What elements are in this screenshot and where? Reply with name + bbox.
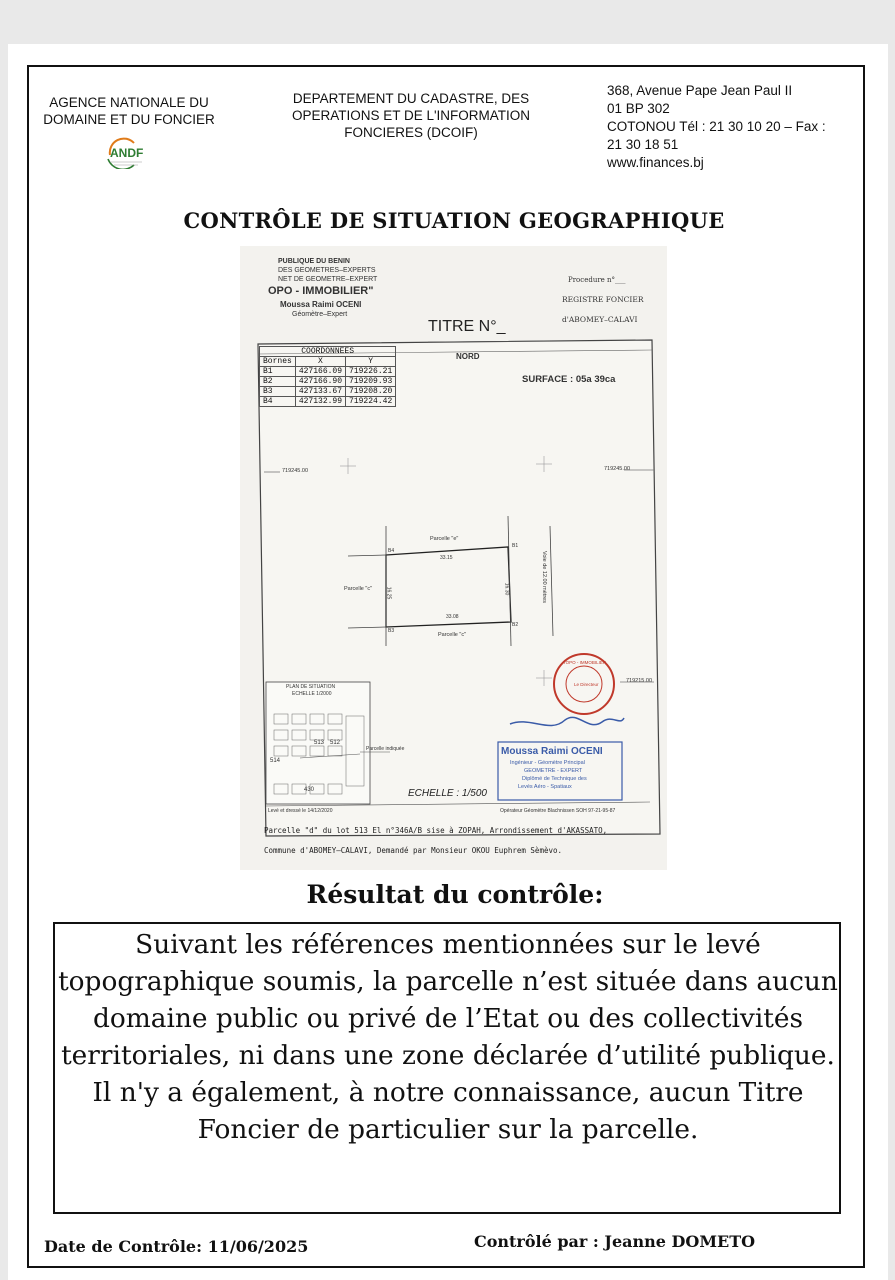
address-block xyxy=(607,82,857,172)
plan-drawing xyxy=(240,246,667,870)
coordinates-table xyxy=(259,346,396,407)
plan-scale: ECHELLE : 1/500 xyxy=(408,788,487,799)
agency-line-2: DOMAINE ET DU FONCIER xyxy=(43,112,215,127)
plan-caption-1: Parcelle "d" du lot 513 El n°346A/B sise à ZOPAH, Arrondissement d'AKASSATO, xyxy=(264,826,608,835)
plan-leve-date: Levé et dressé le 14/12/2020 xyxy=(268,808,333,814)
department-line-1: DEPARTEMENT DU CADASTRE, DES xyxy=(292,91,530,106)
plan-titre: TITRE N°_ xyxy=(428,318,506,335)
document-title: CONTRÔLE DE SITUATION GEOGRAPHIQUE xyxy=(183,208,725,233)
seal-text: TOPO - IMMOBILIER xyxy=(563,660,607,665)
table-row: B3 427133.67 719208.20 xyxy=(260,387,396,397)
grid-label-right: 719245.00 xyxy=(604,466,630,472)
lot-513: 513 xyxy=(314,740,325,746)
situation-scale: ECHELLE 1/2000 xyxy=(292,691,332,697)
address-line-4: 21 30 18 51 xyxy=(607,137,679,152)
plan-ordre: DES GEOMETRES–EXPERTS xyxy=(278,267,376,274)
plan-procedure: Procedure n°___ xyxy=(568,276,626,284)
plan-operator: Opérateur Géomètre Blachnissen SOH 97-21-95-87 xyxy=(500,808,616,814)
borne-b1: B1 xyxy=(512,543,519,549)
voie-label: Voie de 12.00 mètres xyxy=(540,551,547,603)
andf-logo-icon xyxy=(104,137,148,169)
website-link[interactable]: www.finances.bj xyxy=(607,155,704,170)
grid-label-left: 719245.00 xyxy=(282,468,308,474)
stamp-name: Moussa Raimi OCENI xyxy=(501,746,603,757)
agency-name xyxy=(36,94,222,128)
coord-col-x: X xyxy=(295,357,345,367)
dim-left: 16.25 xyxy=(385,586,392,600)
stamp-line-4: Levés Aéro - Spatiaux xyxy=(518,784,572,790)
coord-col-bornes: Bornes xyxy=(260,357,296,367)
table-row: B4 427132.99 719224.42 xyxy=(260,397,396,407)
borne-b3: B3 xyxy=(388,628,395,634)
parcelle-indiquee-label: Parcelle indiquée xyxy=(366,746,405,752)
agency-line-1: AGENCE NATIONALE DU xyxy=(49,95,209,110)
plan-registre-city: d'ABOMEY–CALAVI xyxy=(562,315,638,324)
survey-plan-image xyxy=(240,246,667,870)
plan-firm: OPO - IMMOBILIER" xyxy=(268,285,374,297)
parcelle-bottom-label: Parcelle "c" xyxy=(438,632,467,638)
parcelle-top-label: Parcelle "e" xyxy=(430,536,459,542)
plan-role: Géomètre–Expert xyxy=(292,311,348,318)
stamp-line-2: GEOMETRE - EXPERT xyxy=(524,768,583,774)
lot-430: 430 xyxy=(304,787,315,793)
stamp-line-3: Diplômé de Technique des xyxy=(522,776,587,782)
borne-b2: B2 xyxy=(512,622,519,628)
grid-label-right-2: 719215.00 xyxy=(626,678,652,684)
department-line-2: OPERATIONS ET DE L'INFORMATION xyxy=(291,108,531,123)
plan-registre: REGISTRE FONCIER xyxy=(562,295,644,304)
lot-512: 512 xyxy=(330,740,341,746)
result-text: Suivant les références mentionnées sur le levé topographique soumis, la parcelle n’est située dans aucun domaine public ou privé de l’Etat ou des collectivités territoriales, ni dans une zone déclarée d’utilité publique. Il n'y a également, à notre connaissance, aucun Titre Foncier de particulier sur la parcelle. xyxy=(58,929,838,1145)
department-line-3: FONCIERES (DCOIF) xyxy=(344,125,478,140)
coord-col-y: Y xyxy=(346,357,396,367)
plan-republic: PUBLIQUE DU BENIN xyxy=(278,258,350,265)
department-name xyxy=(282,90,540,141)
coord-header: COORDONNEES xyxy=(260,347,396,357)
parcelle-left-label: Parcelle "c" xyxy=(344,586,373,592)
plan-caption-2: Commune d'ABOMEY–CALAVI, Demandé par Monsieur OKOU Euphrem Sèmèvo. xyxy=(264,846,563,855)
plan-surface: SURFACE : 05a 39ca xyxy=(522,374,616,385)
address-line-1: 368, Avenue Pape Jean Paul II xyxy=(607,83,793,98)
plan-nord: NORD xyxy=(456,352,480,361)
lot-514: 514 xyxy=(270,758,281,764)
result-title: Résultat du contrôle: xyxy=(306,880,604,909)
address-line-3: COTONOU Tél : 21 30 10 20 – Fax : xyxy=(607,119,826,134)
seal-center-text: Le Directeur xyxy=(574,682,599,687)
address-line-2: 01 BP 302 xyxy=(607,101,670,116)
stamp-line-1: Ingénieur - Géomètre Principal xyxy=(510,760,585,766)
logo-text: ANDF xyxy=(110,146,144,160)
dim-top: 33.15 xyxy=(440,555,453,561)
table-row: B1 427166.09 719226.21 xyxy=(260,367,396,377)
plan-cabinet: NET DE GEOMETRE–EXPERT xyxy=(278,276,378,283)
dim-right: 16.30 xyxy=(503,582,510,596)
borne-b4: B4 xyxy=(388,548,395,554)
table-row: B2 427166.90 719209.93 xyxy=(260,377,396,387)
dim-bottom: 33.08 xyxy=(446,614,459,620)
controller-name: Contrôlé par : Jeanne DOMETO xyxy=(474,1232,756,1251)
situation-title: PLAN DE SITUATION xyxy=(286,684,336,690)
plan-surveyor-name: Moussa Raimi OCENI xyxy=(280,300,362,309)
control-date: Date de Contrôle: 11/06/2025 xyxy=(44,1237,309,1256)
